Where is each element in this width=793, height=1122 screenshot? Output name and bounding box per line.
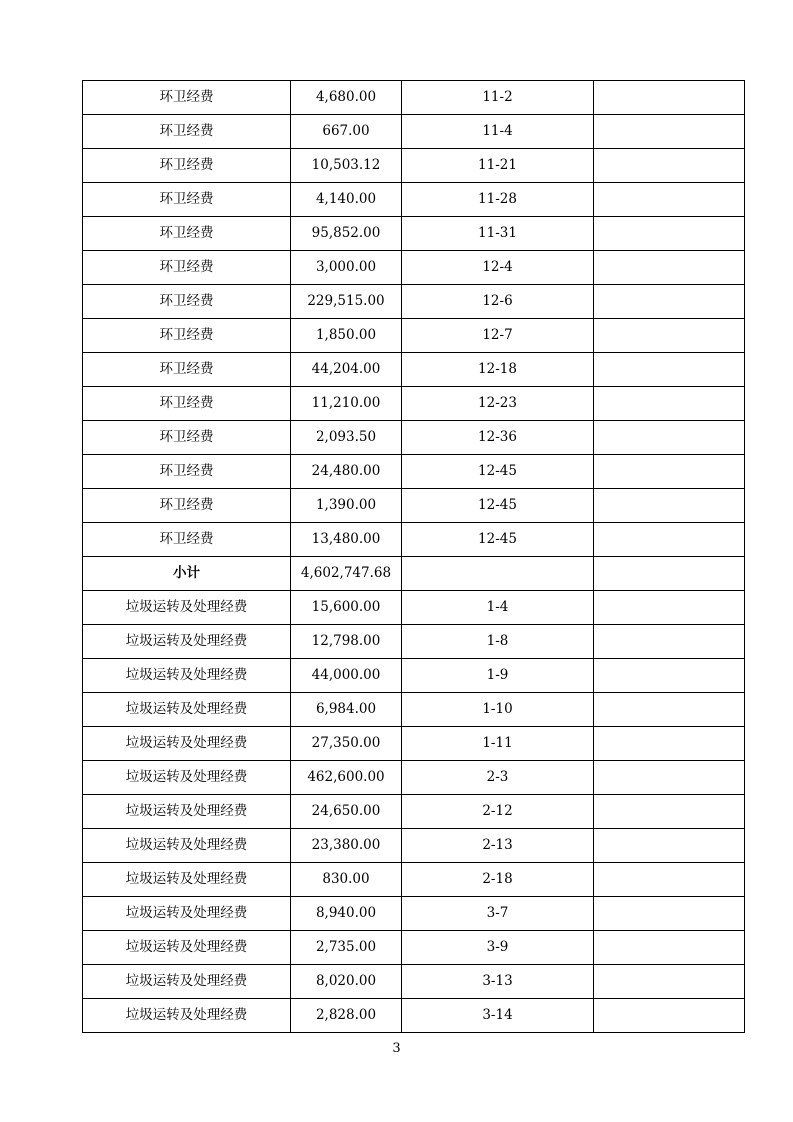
note-cell	[594, 319, 745, 353]
amount-cell: 2,735.00	[291, 931, 402, 965]
table-row	[83, 761, 745, 795]
reference-cell: 11-4	[402, 115, 594, 149]
reference-cell: 12-7	[402, 319, 594, 353]
reference-cell: 11-21	[402, 149, 594, 183]
amount-cell: 462,600.00	[291, 761, 402, 795]
reference-cell: 12-45	[402, 455, 594, 489]
category-cell: 环卫经费	[83, 387, 291, 421]
note-cell	[594, 421, 745, 455]
table-row	[83, 81, 745, 115]
note-cell	[594, 591, 745, 625]
table-row	[83, 217, 745, 251]
table-row	[83, 489, 745, 523]
amount-cell: 830.00	[291, 863, 402, 897]
reference-cell: 3-13	[402, 965, 594, 999]
table-row	[83, 999, 745, 1033]
table-row	[83, 965, 745, 999]
category-cell: 垃圾运转及处理经费	[83, 591, 291, 625]
reference-cell: 12-4	[402, 251, 594, 285]
category-cell: 环卫经费	[83, 523, 291, 557]
category-cell: 环卫经费	[83, 81, 291, 115]
note-cell	[594, 897, 745, 931]
table-row	[83, 353, 745, 387]
reference-cell: 12-45	[402, 489, 594, 523]
amount-cell: 1,850.00	[291, 319, 402, 353]
category-cell: 环卫经费	[83, 489, 291, 523]
table-row	[83, 863, 745, 897]
table-row	[83, 897, 745, 931]
reference-cell: 1-8	[402, 625, 594, 659]
note-cell	[594, 149, 745, 183]
note-cell	[594, 659, 745, 693]
table-row	[83, 115, 745, 149]
amount-cell: 4,140.00	[291, 183, 402, 217]
amount-cell: 27,350.00	[291, 727, 402, 761]
note-cell	[594, 557, 745, 591]
table-row	[83, 251, 745, 285]
note-cell	[594, 727, 745, 761]
reference-cell: 3-9	[402, 931, 594, 965]
reference-cell: 1-9	[402, 659, 594, 693]
category-cell: 环卫经费	[83, 183, 291, 217]
reference-cell: 3-14	[402, 999, 594, 1033]
table-row	[83, 931, 745, 965]
note-cell	[594, 761, 745, 795]
page-number: 3	[392, 1041, 401, 1056]
reference-cell: 1-11	[402, 727, 594, 761]
category-cell: 垃圾运转及处理经费	[83, 727, 291, 761]
reference-cell: 1-4	[402, 591, 594, 625]
category-cell: 垃圾运转及处理经费	[83, 659, 291, 693]
category-cell: 环卫经费	[83, 285, 291, 319]
category-cell: 垃圾运转及处理经费	[83, 795, 291, 829]
category-cell: 环卫经费	[83, 251, 291, 285]
note-cell	[594, 251, 745, 285]
note-cell	[594, 81, 745, 115]
amount-cell: 3,000.00	[291, 251, 402, 285]
table-row	[83, 285, 745, 319]
table-row	[83, 387, 745, 421]
amount-cell: 4,680.00	[291, 81, 402, 115]
note-cell	[594, 489, 745, 523]
category-cell: 垃圾运转及处理经费	[83, 931, 291, 965]
reference-cell: 12-36	[402, 421, 594, 455]
category-cell: 垃圾运转及处理经费	[83, 999, 291, 1033]
reference-cell: 12-18	[402, 353, 594, 387]
reference-cell: 2-13	[402, 829, 594, 863]
reference-cell: 1-10	[402, 693, 594, 727]
amount-cell: 11,210.00	[291, 387, 402, 421]
note-cell	[594, 353, 745, 387]
note-cell	[594, 625, 745, 659]
category-cell: 环卫经费	[83, 319, 291, 353]
category-cell: 垃圾运转及处理经费	[83, 897, 291, 931]
amount-cell: 44,000.00	[291, 659, 402, 693]
note-cell	[594, 795, 745, 829]
amount-cell: 2,093.50	[291, 421, 402, 455]
amount-cell: 15,600.00	[291, 591, 402, 625]
reference-cell: 11-2	[402, 81, 594, 115]
amount-cell: 2,828.00	[291, 999, 402, 1033]
amount-cell: 1,390.00	[291, 489, 402, 523]
amount-cell: 24,480.00	[291, 455, 402, 489]
reference-cell: 11-31	[402, 217, 594, 251]
note-cell	[594, 965, 745, 999]
table-row	[83, 659, 745, 693]
amount-cell: 23,380.00	[291, 829, 402, 863]
category-cell: 环卫经费	[83, 149, 291, 183]
reference-cell: 11-28	[402, 183, 594, 217]
note-cell	[594, 285, 745, 319]
reference-cell	[402, 557, 594, 591]
category-cell: 垃圾运转及处理经费	[83, 761, 291, 795]
category-cell: 垃圾运转及处理经费	[83, 693, 291, 727]
amount-cell: 4,602,747.68	[291, 557, 402, 591]
category-cell: 环卫经费	[83, 115, 291, 149]
amount-cell: 95,852.00	[291, 217, 402, 251]
note-cell	[594, 387, 745, 421]
reference-cell: 2-18	[402, 863, 594, 897]
amount-cell: 8,020.00	[291, 965, 402, 999]
amount-cell: 6,984.00	[291, 693, 402, 727]
amount-cell: 667.00	[291, 115, 402, 149]
table-row	[83, 523, 745, 557]
table-row	[83, 149, 745, 183]
category-cell: 垃圾运转及处理经费	[83, 965, 291, 999]
amount-cell: 44,204.00	[291, 353, 402, 387]
amount-cell: 24,650.00	[291, 795, 402, 829]
expense-table-body	[83, 81, 745, 1033]
category-cell: 垃圾运转及处理经费	[83, 829, 291, 863]
amount-cell: 10,503.12	[291, 149, 402, 183]
table-row	[83, 829, 745, 863]
table-row	[83, 183, 745, 217]
reference-cell: 2-12	[402, 795, 594, 829]
amount-cell: 229,515.00	[291, 285, 402, 319]
amount-cell: 8,940.00	[291, 897, 402, 931]
note-cell	[594, 999, 745, 1033]
note-cell	[594, 217, 745, 251]
category-cell: 环卫经费	[83, 421, 291, 455]
amount-cell: 12,798.00	[291, 625, 402, 659]
category-cell: 垃圾运转及处理经费	[83, 625, 291, 659]
category-cell: 环卫经费	[83, 217, 291, 251]
table-row	[83, 591, 745, 625]
table-row	[83, 727, 745, 761]
table-row	[83, 625, 745, 659]
note-cell	[594, 931, 745, 965]
reference-cell: 2-3	[402, 761, 594, 795]
category-cell: 环卫经费	[83, 353, 291, 387]
reference-cell: 12-45	[402, 523, 594, 557]
note-cell	[594, 115, 745, 149]
table-row	[83, 795, 745, 829]
category-cell: 环卫经费	[83, 455, 291, 489]
reference-cell: 12-23	[402, 387, 594, 421]
table-row	[83, 421, 745, 455]
note-cell	[594, 693, 745, 727]
note-cell	[594, 183, 745, 217]
category-cell: 垃圾运转及处理经费	[83, 863, 291, 897]
note-cell	[594, 829, 745, 863]
subtotal-row	[83, 557, 745, 591]
table-row	[83, 319, 745, 353]
note-cell	[594, 523, 745, 557]
amount-cell: 13,480.00	[291, 523, 402, 557]
table-row	[83, 455, 745, 489]
note-cell	[594, 455, 745, 489]
reference-cell: 12-6	[402, 285, 594, 319]
category-cell: 小计	[83, 557, 291, 591]
note-cell	[594, 863, 745, 897]
table-row	[83, 693, 745, 727]
expense-table	[82, 80, 745, 1033]
reference-cell: 3-7	[402, 897, 594, 931]
